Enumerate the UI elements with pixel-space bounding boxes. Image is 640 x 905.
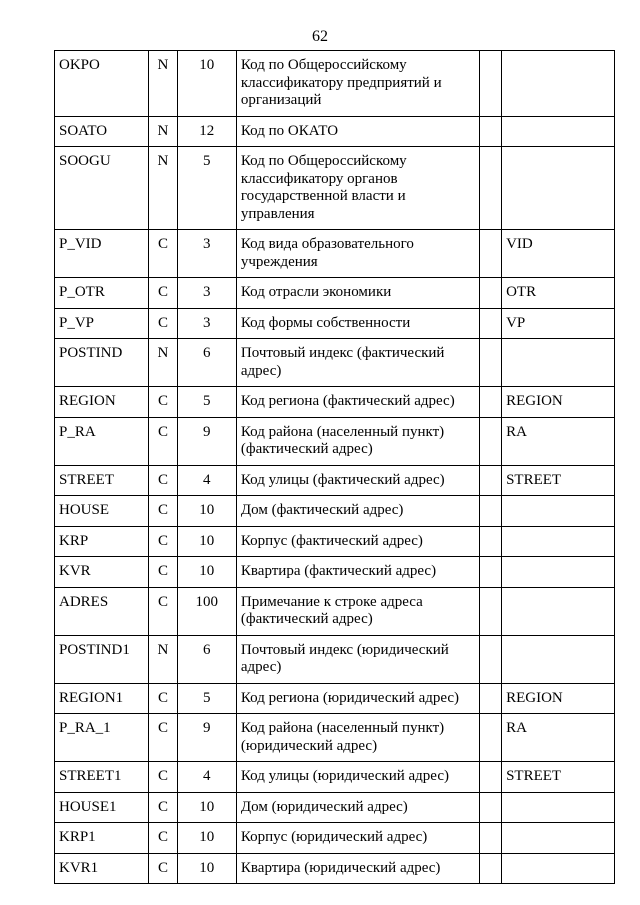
field-type-cell: C: [149, 230, 177, 278]
table-row: [55, 339, 615, 387]
field-name-cell: P_VID: [55, 230, 149, 278]
field-name-cell: POSTIND1: [55, 635, 149, 683]
field-description-cell: Код региона (фактический адрес): [236, 387, 479, 418]
field-length-cell: 3: [177, 230, 236, 278]
field-description-cell: Почтовый индекс (фактический адрес): [236, 339, 479, 387]
field-type-cell: C: [149, 417, 177, 465]
field-length-cell: 10: [177, 853, 236, 884]
field-description-cell: Код по Общероссийскому классификатору органов государственной власти и управления: [236, 147, 479, 230]
field-description-cell: Корпус (юридический адрес): [236, 823, 479, 854]
table-row: [55, 147, 615, 230]
table-row: [55, 526, 615, 557]
field-name-cell: KRP1: [55, 823, 149, 854]
table-row: [55, 587, 615, 635]
field-description-cell: Код формы собственности: [236, 308, 479, 339]
field-reference-cell: [502, 147, 615, 230]
field-name-cell: KVR1: [55, 853, 149, 884]
table-row: [55, 853, 615, 884]
field-flag-cell: [480, 635, 502, 683]
field-type-cell: C: [149, 714, 177, 762]
table-row: [55, 278, 615, 309]
field-reference-cell: VID: [502, 230, 615, 278]
field-name-cell: KVR: [55, 557, 149, 588]
table-row: [55, 823, 615, 854]
table-row: [55, 387, 615, 418]
field-reference-cell: [502, 823, 615, 854]
field-description-cell: Квартира (юридический адрес): [236, 853, 479, 884]
field-type-cell: C: [149, 853, 177, 884]
field-description-cell: Корпус (фактический адрес): [236, 526, 479, 557]
field-length-cell: 3: [177, 308, 236, 339]
table-row: [55, 557, 615, 588]
field-name-cell: SOOGU: [55, 147, 149, 230]
field-type-cell: C: [149, 792, 177, 823]
field-name-cell: P_RA_1: [55, 714, 149, 762]
field-name-cell: P_RA: [55, 417, 149, 465]
field-flag-cell: [480, 116, 502, 147]
field-flag-cell: [480, 762, 502, 793]
field-length-cell: 100: [177, 587, 236, 635]
field-name-cell: STREET: [55, 465, 149, 496]
field-reference-cell: VP: [502, 308, 615, 339]
field-type-cell: N: [149, 635, 177, 683]
field-flag-cell: [480, 823, 502, 854]
field-length-cell: 4: [177, 762, 236, 793]
field-type-cell: C: [149, 526, 177, 557]
table-row: [55, 762, 615, 793]
field-name-cell: REGION: [55, 387, 149, 418]
field-type-cell: N: [149, 339, 177, 387]
field-flag-cell: [480, 387, 502, 418]
field-description-cell: Примечание к строке адреса (фактический адрес): [236, 587, 479, 635]
field-reference-cell: [502, 792, 615, 823]
field-reference-cell: STREET: [502, 762, 615, 793]
field-description-cell: Код по Общероссийскому классификатору предприятий и организаций: [236, 51, 479, 117]
field-description-cell: Дом (фактический адрес): [236, 496, 479, 527]
field-description-cell: Код отрасли экономики: [236, 278, 479, 309]
field-name-cell: P_OTR: [55, 278, 149, 309]
field-table-body: [55, 51, 615, 884]
field-type-cell: C: [149, 387, 177, 418]
field-description-cell: Код района (населенный пункт) (юридический адрес): [236, 714, 479, 762]
table-row: [55, 417, 615, 465]
field-length-cell: 10: [177, 526, 236, 557]
table-row: [55, 230, 615, 278]
field-name-cell: HOUSE: [55, 496, 149, 527]
field-name-cell: HOUSE1: [55, 792, 149, 823]
field-reference-cell: RA: [502, 714, 615, 762]
field-description-cell: Код района (населенный пункт) (фактический адрес): [236, 417, 479, 465]
field-type-cell: C: [149, 278, 177, 309]
field-type-cell: N: [149, 147, 177, 230]
field-reference-cell: [502, 526, 615, 557]
field-name-cell: SOATO: [55, 116, 149, 147]
field-reference-cell: RA: [502, 417, 615, 465]
field-reference-cell: OTR: [502, 278, 615, 309]
field-flag-cell: [480, 339, 502, 387]
field-length-cell: 6: [177, 339, 236, 387]
field-type-cell: C: [149, 587, 177, 635]
field-description-cell: Код региона (юридический адрес): [236, 683, 479, 714]
field-length-cell: 10: [177, 823, 236, 854]
field-length-cell: 5: [177, 683, 236, 714]
field-name-cell: POSTIND: [55, 339, 149, 387]
field-reference-cell: [502, 339, 615, 387]
field-description-cell: Квартира (фактический адрес): [236, 557, 479, 588]
page-number: 62: [312, 28, 328, 45]
table-row: [55, 714, 615, 762]
field-flag-cell: [480, 557, 502, 588]
field-length-cell: 5: [177, 387, 236, 418]
field-reference-cell: [502, 557, 615, 588]
field-description-cell: Код по ОКАТО: [236, 116, 479, 147]
field-length-cell: 9: [177, 714, 236, 762]
field-reference-cell: [502, 116, 615, 147]
field-reference-cell: REGION: [502, 683, 615, 714]
field-flag-cell: [480, 147, 502, 230]
field-flag-cell: [480, 496, 502, 527]
field-flag-cell: [480, 51, 502, 117]
field-length-cell: 6: [177, 635, 236, 683]
field-name-cell: REGION1: [55, 683, 149, 714]
field-table: [54, 50, 615, 884]
field-length-cell: 12: [177, 116, 236, 147]
field-description-cell: Код вида образовательного учреждения: [236, 230, 479, 278]
field-length-cell: 9: [177, 417, 236, 465]
field-reference-cell: [502, 496, 615, 527]
field-flag-cell: [480, 587, 502, 635]
field-description-cell: Код улицы (фактический адрес): [236, 465, 479, 496]
field-type-cell: C: [149, 823, 177, 854]
field-description-cell: Почтовый индекс (юридический адрес): [236, 635, 479, 683]
field-flag-cell: [480, 465, 502, 496]
table-row: [55, 792, 615, 823]
field-flag-cell: [480, 417, 502, 465]
table-row: [55, 496, 615, 527]
field-name-cell: ADRES: [55, 587, 149, 635]
field-name-cell: STREET1: [55, 762, 149, 793]
field-type-cell: C: [149, 557, 177, 588]
field-flag-cell: [480, 278, 502, 309]
field-length-cell: 10: [177, 557, 236, 588]
field-type-cell: N: [149, 51, 177, 117]
table-row: [55, 683, 615, 714]
field-flag-cell: [480, 526, 502, 557]
field-flag-cell: [480, 853, 502, 884]
field-type-cell: C: [149, 308, 177, 339]
field-name-cell: OKPO: [55, 51, 149, 117]
field-reference-cell: [502, 587, 615, 635]
field-length-cell: 10: [177, 496, 236, 527]
field-type-cell: C: [149, 762, 177, 793]
field-name-cell: P_VP: [55, 308, 149, 339]
field-type-cell: C: [149, 465, 177, 496]
field-type-cell: N: [149, 116, 177, 147]
field-length-cell: 5: [177, 147, 236, 230]
field-flag-cell: [480, 308, 502, 339]
field-reference-cell: [502, 51, 615, 117]
field-type-cell: C: [149, 496, 177, 527]
field-length-cell: 4: [177, 465, 236, 496]
field-reference-cell: [502, 635, 615, 683]
field-flag-cell: [480, 230, 502, 278]
table-row: [55, 635, 615, 683]
field-length-cell: 10: [177, 792, 236, 823]
field-reference-cell: [502, 853, 615, 884]
field-type-cell: C: [149, 683, 177, 714]
field-flag-cell: [480, 792, 502, 823]
table-row: [55, 308, 615, 339]
field-flag-cell: [480, 714, 502, 762]
field-description-cell: Код улицы (юридический адрес): [236, 762, 479, 793]
field-name-cell: KRP: [55, 526, 149, 557]
field-reference-cell: STREET: [502, 465, 615, 496]
field-description-cell: Дом (юридический адрес): [236, 792, 479, 823]
field-length-cell: 3: [177, 278, 236, 309]
field-reference-cell: REGION: [502, 387, 615, 418]
table-row: [55, 116, 615, 147]
field-flag-cell: [480, 683, 502, 714]
table-row: [55, 51, 615, 117]
field-length-cell: 10: [177, 51, 236, 117]
table-row: [55, 465, 615, 496]
